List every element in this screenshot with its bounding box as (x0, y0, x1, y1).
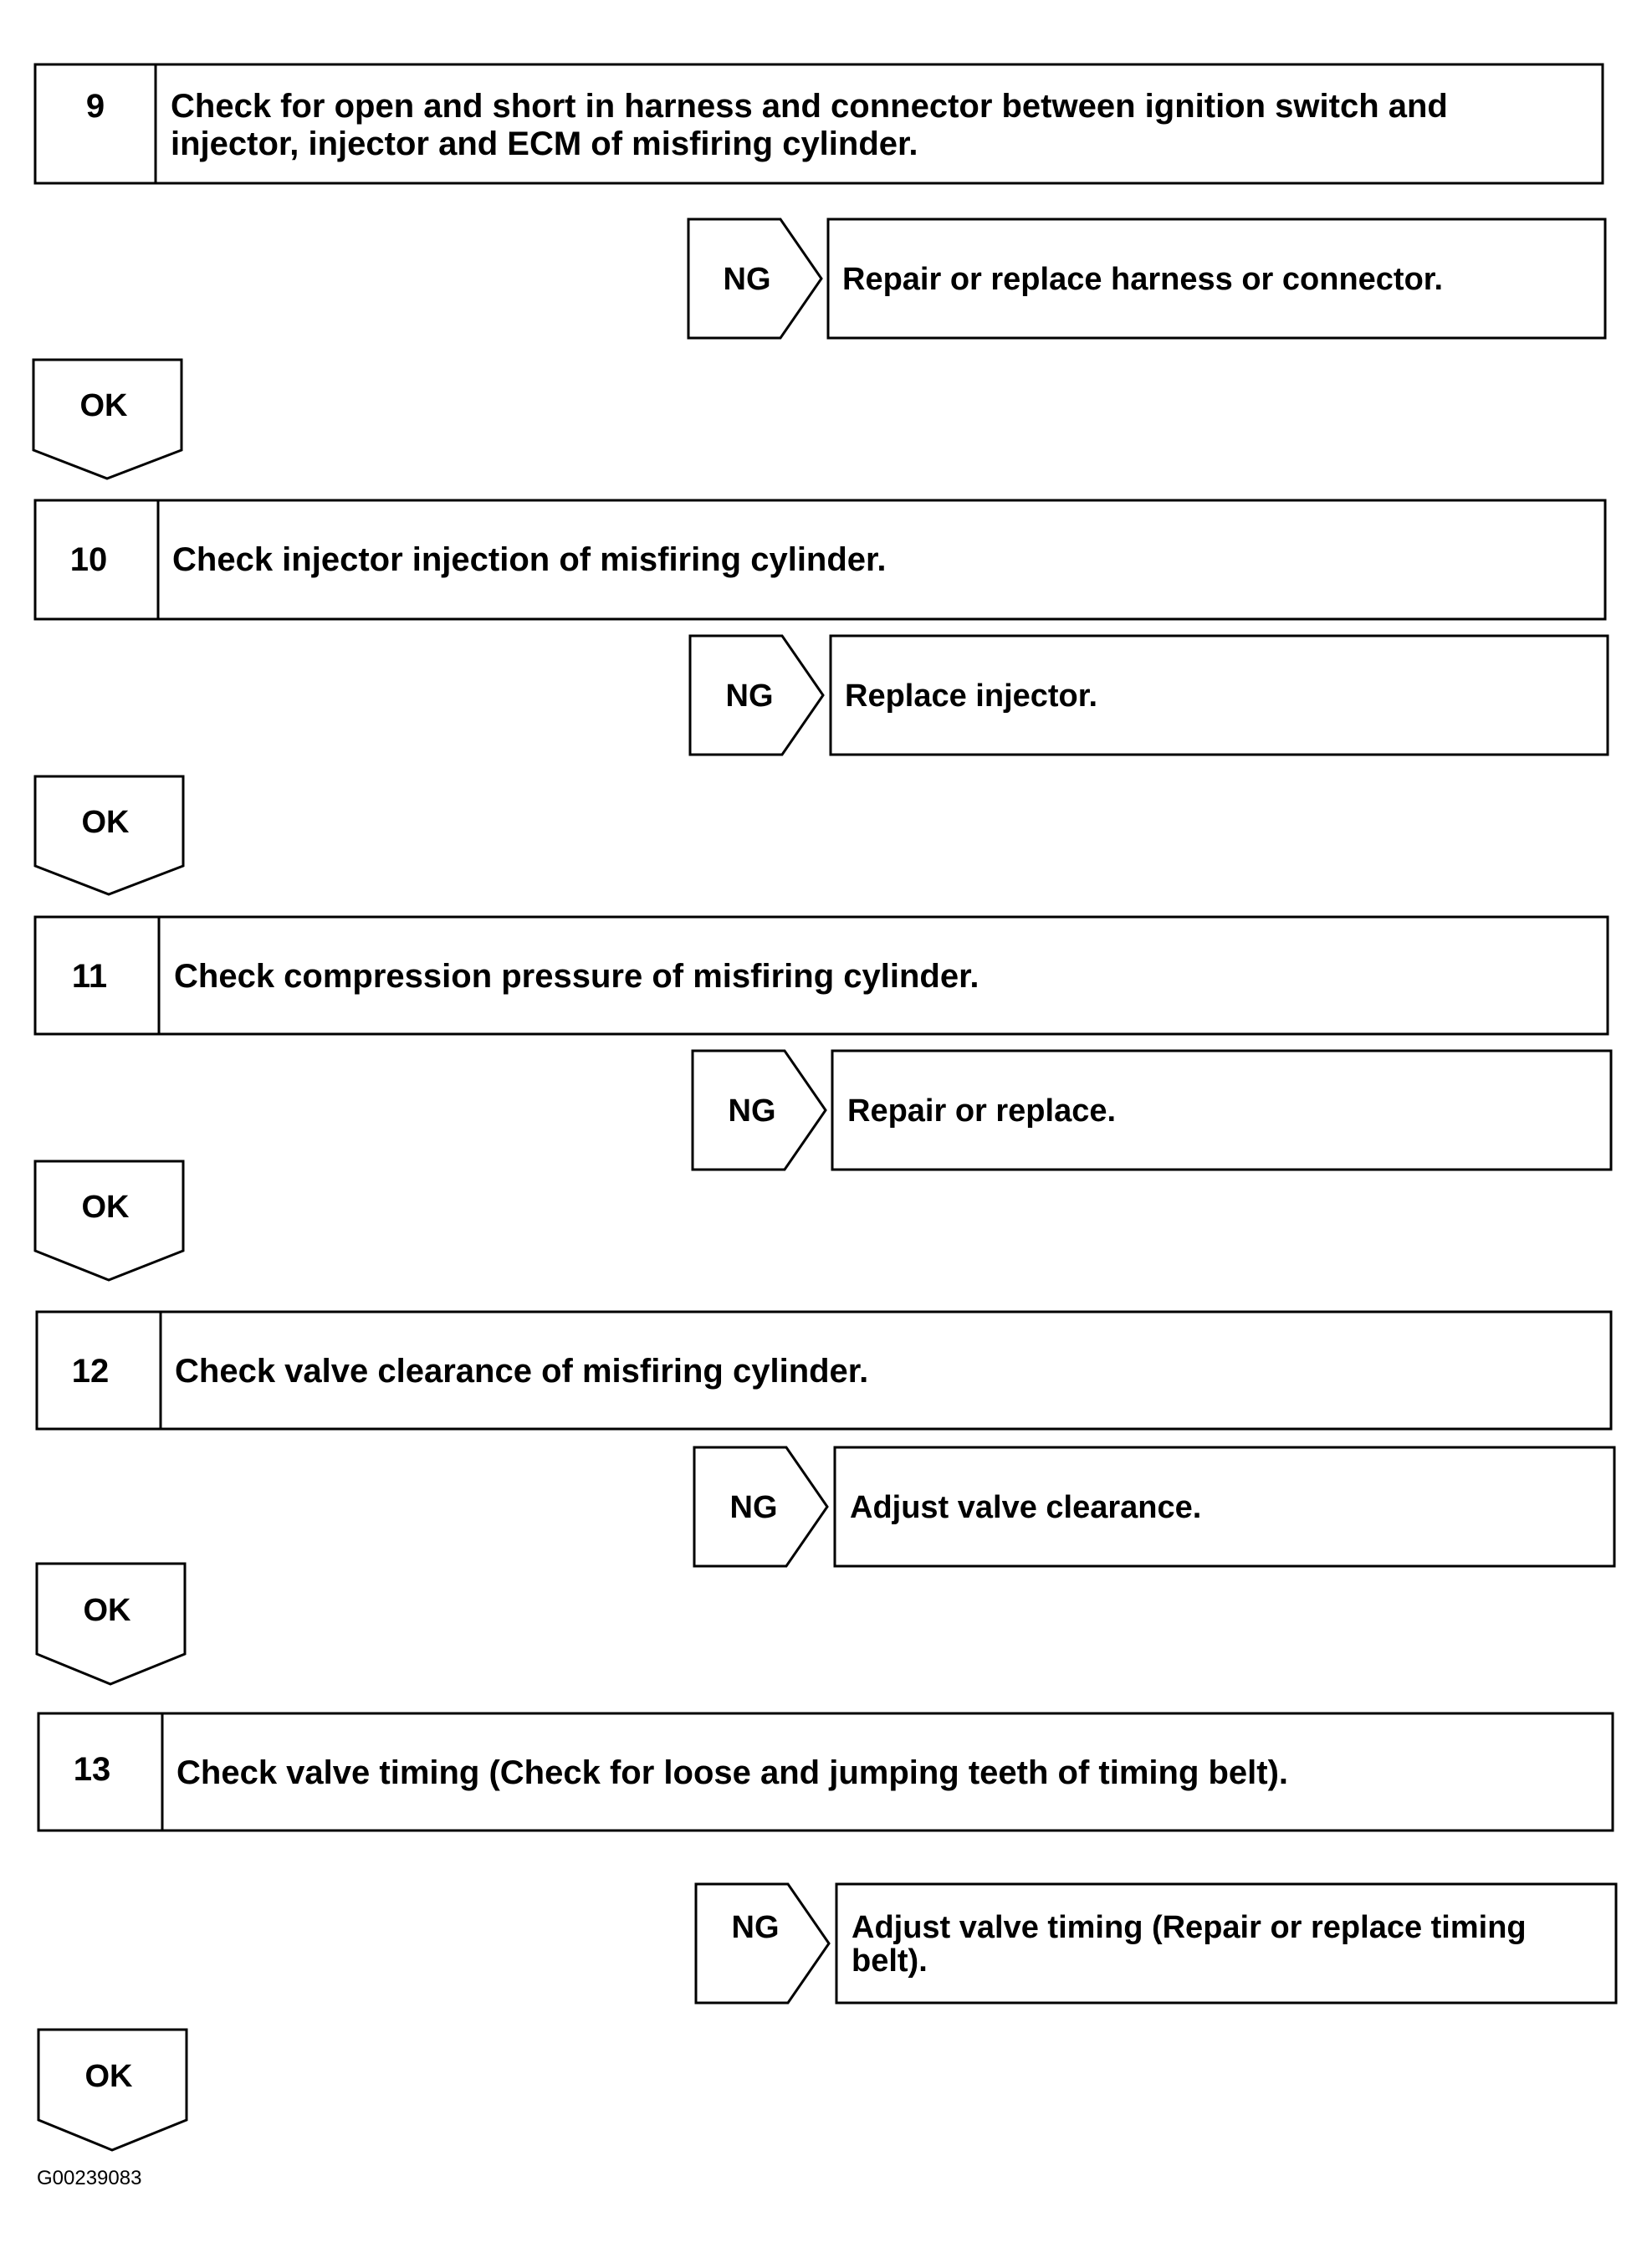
step-9-ok-label: OK (79, 388, 128, 423)
step-9-text-line-1: Check for open and short in harness and connector between ignition switch and (171, 88, 1448, 125)
step-9-ng-label: NG (723, 262, 771, 297)
step-9-text-line-2: injector, injector and ECM of misfiring cylinder. (171, 125, 918, 162)
step-11-ok-branch (35, 1161, 183, 1280)
step-9-number: 9 (85, 88, 105, 125)
step-13-text: Check valve timing (Check for loose and jumping teeth of timing belt). (176, 1754, 1289, 1791)
step-11-ng-action-text: Repair or replace. (847, 1093, 1117, 1129)
step-11 (35, 917, 1608, 1034)
step-10-ng-label: NG (725, 678, 774, 714)
step-12-text: Check valve clearance of misfiring cylinder. (175, 1353, 869, 1390)
step-10-text: Check injector injection of misfiring cylinder. (172, 541, 887, 578)
step-13-ng-branch (696, 1884, 1616, 2003)
step-13-ok-branch (38, 2030, 187, 2150)
step-11-number: 11 (71, 958, 108, 995)
step-12 (37, 1312, 1611, 1429)
step-13-ng-action-line-2: belt). (852, 1943, 928, 1979)
step-10-ng-branch (690, 636, 1608, 755)
step-13-number: 13 (73, 1751, 111, 1788)
step-12-ng-branch (694, 1447, 1614, 1566)
step-10-ok-label: OK (81, 805, 130, 840)
step-12-ok-label: OK (83, 1593, 131, 1628)
step-12-ng-label: NG (729, 1490, 778, 1525)
step-11-text: Check compression pressure of misfiring cylinder. (174, 958, 979, 995)
step-10-ok-branch (35, 776, 183, 894)
step-13-ok-label: OK (84, 2059, 133, 2094)
step-12-number: 12 (71, 1353, 110, 1390)
step-9 (35, 64, 1603, 183)
step-12-ok-branch (37, 1564, 185, 1684)
step-12-ng-action-text: Adjust valve clearance. (850, 1490, 1202, 1525)
step-13 (38, 1713, 1613, 1831)
step-11-ng-label: NG (728, 1093, 776, 1129)
step-9-ng-branch (688, 219, 1605, 338)
step-9-ng-action-text: Repair or replace harness or connector. (842, 262, 1444, 297)
step-13-ng-label: NG (731, 1910, 780, 1945)
step-10 (35, 500, 1605, 619)
step-11-ng-branch (693, 1051, 1611, 1170)
step-9-ok-branch (33, 360, 182, 479)
figure-id: G00239083 (37, 2167, 142, 2189)
step-10-number: 10 (69, 541, 108, 578)
step-11-ok-label: OK (81, 1190, 130, 1225)
step-10-ng-action-text: Replace injector. (845, 678, 1098, 714)
step-13-ng-action-line-1: Adjust valve timing (Repair or replace timing (852, 1910, 1527, 1945)
